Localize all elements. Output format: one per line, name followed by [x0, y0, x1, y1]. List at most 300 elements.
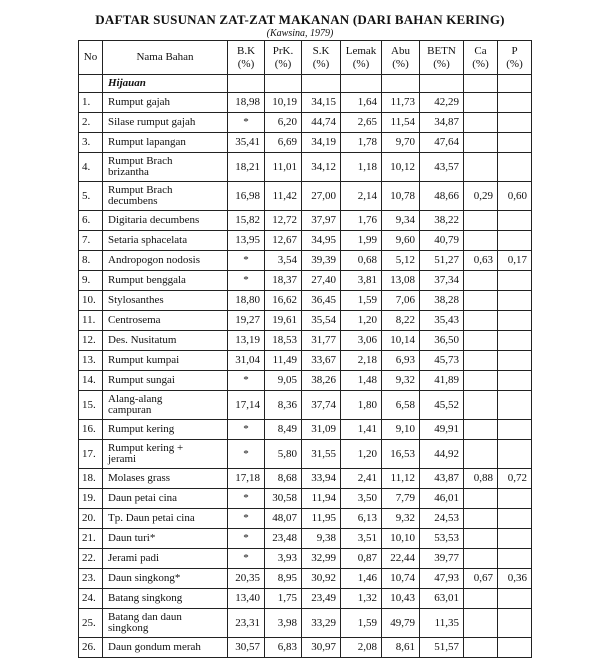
cell-bk: * [228, 371, 265, 391]
row-number: 17. [79, 440, 103, 469]
table-row [79, 638, 532, 658]
cell-prk: 18,53 [265, 331, 302, 351]
cell-prk: 30,58 [265, 489, 302, 509]
cell-lemak: 1,59 [341, 291, 382, 311]
cell-sk: 11,95 [302, 509, 341, 529]
header-sk: S.K (%) [302, 41, 341, 75]
table-row [79, 291, 532, 311]
cell-bk: 18,80 [228, 291, 265, 311]
header-betn: BETN (%) [420, 41, 464, 75]
cell-p [498, 311, 532, 331]
cell-prk: 8,68 [265, 469, 302, 489]
cell-abu: 10,74 [382, 569, 420, 589]
cell-sk: 33,29 [302, 609, 341, 638]
cell-bk: 18,21 [228, 153, 265, 182]
row-number: 16. [79, 420, 103, 440]
cell-lemak: 3,51 [341, 529, 382, 549]
cell-p [498, 609, 532, 638]
cell-bk: * [228, 549, 265, 569]
cell-sk: 34,19 [302, 133, 341, 153]
table-row [79, 271, 532, 291]
row-number: 4. [79, 153, 103, 182]
cell-bk: 13,19 [228, 331, 265, 351]
table-row [79, 529, 532, 549]
row-number: 14. [79, 371, 103, 391]
cell-lemak: 6,13 [341, 509, 382, 529]
cell-p [498, 420, 532, 440]
cell-ca [464, 420, 498, 440]
material-name: Centrosema [103, 311, 228, 331]
table-row [79, 469, 532, 489]
row-number: 7. [79, 231, 103, 251]
row-number: 12. [79, 331, 103, 351]
cell-prk: 11,01 [265, 153, 302, 182]
cell-lemak: 0,68 [341, 251, 382, 271]
cell-p [498, 113, 532, 133]
cell-ca [464, 93, 498, 113]
table-row [79, 440, 532, 469]
cell-lemak: 1,32 [341, 589, 382, 609]
cell-sk: 27,40 [302, 271, 341, 291]
cell-p [498, 549, 532, 569]
cell-bk: * [228, 489, 265, 509]
cell-p [498, 231, 532, 251]
cell-betn: 53,53 [420, 529, 464, 549]
cell-p [498, 529, 532, 549]
table-row [79, 231, 532, 251]
cell-bk: 35,41 [228, 133, 265, 153]
row-number: 9. [79, 271, 103, 291]
row-number: 10. [79, 291, 103, 311]
cell-p [498, 133, 532, 153]
table-row [79, 182, 532, 211]
cell-abu: 9,70 [382, 133, 420, 153]
cell-sk: 23,49 [302, 589, 341, 609]
cell-sk: 39,39 [302, 251, 341, 271]
cell-prk: 18,37 [265, 271, 302, 291]
cell-lemak: 1,99 [341, 231, 382, 251]
cell-p [498, 153, 532, 182]
cell-ca [464, 311, 498, 331]
cell-p [498, 489, 532, 509]
header-p: P (%) [498, 41, 532, 75]
cell-ca: 0,67 [464, 569, 498, 589]
cell-abu: 11,73 [382, 93, 420, 113]
row-number: 13. [79, 351, 103, 371]
table-row [79, 509, 532, 529]
header-lemak: Lemak (%) [341, 41, 382, 75]
group-row [79, 75, 532, 93]
cell-prk: 9,05 [265, 371, 302, 391]
cell-abu: 9,60 [382, 231, 420, 251]
cell-betn: 63,01 [420, 589, 464, 609]
cell-sk: 34,12 [302, 153, 341, 182]
cell-betn: 37,34 [420, 271, 464, 291]
table-row [79, 549, 532, 569]
cell-lemak: 2,08 [341, 638, 382, 658]
cell-bk: 16,98 [228, 182, 265, 211]
cell-ca [464, 231, 498, 251]
material-name: Rumput lapangan [103, 133, 228, 153]
material-name: Daun gondum merah [103, 638, 228, 658]
table-row [79, 211, 532, 231]
cell-sk: 35,54 [302, 311, 341, 331]
material-name: Andropogon nodosis [103, 251, 228, 271]
cell-sk: 44,74 [302, 113, 341, 133]
material-name: Batang dan daun singkong [103, 609, 228, 638]
cell-abu: 9,32 [382, 371, 420, 391]
cell-betn: 38,28 [420, 291, 464, 311]
header-prk: PrK. (%) [265, 41, 302, 75]
row-number: 3. [79, 133, 103, 153]
cell-bk: * [228, 440, 265, 469]
cell-abu: 7,06 [382, 291, 420, 311]
material-name: Rumput benggala [103, 271, 228, 291]
material-name: Daun singkong* [103, 569, 228, 589]
cell-ca [464, 351, 498, 371]
cell-p [498, 371, 532, 391]
material-name: Silase rumput gajah [103, 113, 228, 133]
cell-lemak: 1,59 [341, 609, 382, 638]
cell-bk: 31,04 [228, 351, 265, 371]
cell-sk: 33,94 [302, 469, 341, 489]
cell-ca: 0,63 [464, 251, 498, 271]
material-name: Rumput gajah [103, 93, 228, 113]
cell-prk: 6,69 [265, 133, 302, 153]
material-name: Des. Nusitatum [103, 331, 228, 351]
cell-bk: 15,82 [228, 211, 265, 231]
cell-ca [464, 638, 498, 658]
cell-sk: 11,94 [302, 489, 341, 509]
material-name: Digitaria decumbens [103, 211, 228, 231]
cell-bk: 17,14 [228, 391, 265, 420]
cell-p [498, 211, 532, 231]
cell-bk: * [228, 509, 265, 529]
cell-abu: 9,34 [382, 211, 420, 231]
cell-betn: 34,87 [420, 113, 464, 133]
cell-ca [464, 509, 498, 529]
row-number: 18. [79, 469, 103, 489]
nutrient-table [78, 40, 532, 658]
cell-p: 0,60 [498, 182, 532, 211]
cell-lemak: 2,18 [341, 351, 382, 371]
material-name: Rumput kumpai [103, 351, 228, 371]
cell-sk: 31,55 [302, 440, 341, 469]
table-row [79, 93, 532, 113]
table-row [79, 331, 532, 351]
table-row [79, 589, 532, 609]
cell-abu: 22,44 [382, 549, 420, 569]
cell-abu: 13,08 [382, 271, 420, 291]
cell-p [498, 509, 532, 529]
cell-betn: 36,50 [420, 331, 464, 351]
cell-lemak: 2,41 [341, 469, 382, 489]
material-name: Tp. Daun petai cina [103, 509, 228, 529]
table-row [79, 133, 532, 153]
cell-sk: 38,26 [302, 371, 341, 391]
cell-prk: 5,80 [265, 440, 302, 469]
cell-abu: 9,32 [382, 509, 420, 529]
cell-ca: 0,29 [464, 182, 498, 211]
row-number: 8. [79, 251, 103, 271]
cell-p: 0,17 [498, 251, 532, 271]
cell-sk: 33,67 [302, 351, 341, 371]
cell-ca [464, 153, 498, 182]
cell-ca [464, 440, 498, 469]
cell-betn: 40,79 [420, 231, 464, 251]
cell-abu: 8,22 [382, 311, 420, 331]
cell-abu: 10,78 [382, 182, 420, 211]
cell-prk: 6,83 [265, 638, 302, 658]
cell-sk: 32,99 [302, 549, 341, 569]
row-number: 21. [79, 529, 103, 549]
cell-lemak: 1,18 [341, 153, 382, 182]
cell-sk: 30,92 [302, 569, 341, 589]
cell-lemak: 1,78 [341, 133, 382, 153]
cell-prk: 8,95 [265, 569, 302, 589]
cell-prk: 12,72 [265, 211, 302, 231]
cell-abu: 11,54 [382, 113, 420, 133]
header-abu: Abu (%) [382, 41, 420, 75]
cell-p [498, 391, 532, 420]
material-name: Alang-alang campuran [103, 391, 228, 420]
cell-ca [464, 291, 498, 311]
cell-abu: 10,12 [382, 153, 420, 182]
row-number: 22. [79, 549, 103, 569]
row-number: 5. [79, 182, 103, 211]
header-row [79, 41, 532, 75]
group-label: Hijauan [103, 75, 228, 93]
cell-ca [464, 489, 498, 509]
cell-prk: 3,98 [265, 609, 302, 638]
table-row [79, 311, 532, 331]
cell-prk: 23,48 [265, 529, 302, 549]
cell-p [498, 440, 532, 469]
cell-p [498, 589, 532, 609]
table-row [79, 113, 532, 133]
cell-abu: 16,53 [382, 440, 420, 469]
cell-prk: 10,19 [265, 93, 302, 113]
cell-prk: 3,54 [265, 251, 302, 271]
material-name: Setaria sphacelata [103, 231, 228, 251]
table-row [79, 251, 532, 271]
material-name: Rumput Brach decumbens [103, 182, 228, 211]
material-name: Rumput kering + jerami [103, 440, 228, 469]
cell-ca [464, 529, 498, 549]
cell-betn: 24,53 [420, 509, 464, 529]
cell-sk: 31,09 [302, 420, 341, 440]
cell-betn: 46,01 [420, 489, 464, 509]
row-number: 15. [79, 391, 103, 420]
material-name: Stylosanthes [103, 291, 228, 311]
row-number: 1. [79, 93, 103, 113]
row-number: 25. [79, 609, 103, 638]
cell-betn: 45,52 [420, 391, 464, 420]
material-name: Rumput Brach brizantha [103, 153, 228, 182]
material-name: Daun turi* [103, 529, 228, 549]
cell-lemak: 1,64 [341, 93, 382, 113]
cell-bk: * [228, 271, 265, 291]
table-row [79, 569, 532, 589]
cell-abu: 11,12 [382, 469, 420, 489]
cell-sk: 27,00 [302, 182, 341, 211]
header-ca: Ca (%) [464, 41, 498, 75]
cell-prk: 6,20 [265, 113, 302, 133]
cell-p [498, 291, 532, 311]
table-row [79, 153, 532, 182]
row-number: 26. [79, 638, 103, 658]
cell-ca: 0,88 [464, 469, 498, 489]
cell-bk: 17,18 [228, 469, 265, 489]
cell-bk: 19,27 [228, 311, 265, 331]
cell-prk: 12,67 [265, 231, 302, 251]
cell-ca [464, 211, 498, 231]
cell-betn: 43,87 [420, 469, 464, 489]
cell-prk: 11,49 [265, 351, 302, 371]
cell-ca [464, 391, 498, 420]
cell-abu: 10,43 [382, 589, 420, 609]
cell-p [498, 271, 532, 291]
cell-p: 0,72 [498, 469, 532, 489]
cell-bk: 23,31 [228, 609, 265, 638]
cell-ca [464, 371, 498, 391]
cell-sk: 37,74 [302, 391, 341, 420]
table-row [79, 609, 532, 638]
row-number: 23. [79, 569, 103, 589]
cell-lemak: 1,76 [341, 211, 382, 231]
cell-abu: 6,93 [382, 351, 420, 371]
cell-abu: 10,14 [382, 331, 420, 351]
cell-betn: 45,73 [420, 351, 464, 371]
cell-prk: 8,49 [265, 420, 302, 440]
row-number: 24. [79, 589, 103, 609]
cell-ca [464, 133, 498, 153]
material-name: Rumput sungai [103, 371, 228, 391]
cell-bk: * [228, 251, 265, 271]
cell-lemak: 1,20 [341, 311, 382, 331]
cell-p [498, 93, 532, 113]
cell-p [498, 331, 532, 351]
cell-prk: 11,42 [265, 182, 302, 211]
cell-sk: 34,95 [302, 231, 341, 251]
cell-sk: 9,38 [302, 529, 341, 549]
cell-lemak: 1,20 [341, 440, 382, 469]
cell-abu: 9,10 [382, 420, 420, 440]
cell-betn: 35,43 [420, 311, 464, 331]
material-name: Batang singkong [103, 589, 228, 609]
document-subtitle: (Kawsina, 1979) [266, 28, 334, 39]
cell-betn: 38,22 [420, 211, 464, 231]
cell-p: 0,36 [498, 569, 532, 589]
cell-bk: 18,98 [228, 93, 265, 113]
cell-betn: 43,57 [420, 153, 464, 182]
cell-prk: 48,07 [265, 509, 302, 529]
cell-ca [464, 549, 498, 569]
cell-lemak: 0,87 [341, 549, 382, 569]
cell-abu: 49,79 [382, 609, 420, 638]
cell-sk: 36,45 [302, 291, 341, 311]
cell-lemak: 3,06 [341, 331, 382, 351]
cell-bk: * [228, 529, 265, 549]
cell-betn: 11,35 [420, 609, 464, 638]
table-row [79, 489, 532, 509]
cell-ca [464, 271, 498, 291]
cell-sk: 31,77 [302, 331, 341, 351]
cell-abu: 10,10 [382, 529, 420, 549]
cell-betn: 44,92 [420, 440, 464, 469]
cell-lemak: 1,41 [341, 420, 382, 440]
cell-lemak: 2,65 [341, 113, 382, 133]
cell-prk: 3,93 [265, 549, 302, 569]
cell-lemak: 1,80 [341, 391, 382, 420]
header-no: No [79, 41, 103, 75]
table-row [79, 371, 532, 391]
cell-betn: 39,77 [420, 549, 464, 569]
cell-bk: 13,95 [228, 231, 265, 251]
cell-lemak: 3,50 [341, 489, 382, 509]
table-row [79, 351, 532, 371]
cell-betn: 41,89 [420, 371, 464, 391]
cell-abu: 6,58 [382, 391, 420, 420]
material-name: Jerami padi [103, 549, 228, 569]
header-bk: B.K (%) [228, 41, 265, 75]
cell-betn: 51,57 [420, 638, 464, 658]
cell-bk: 20,35 [228, 569, 265, 589]
cell-betn: 48,66 [420, 182, 464, 211]
cell-abu: 7,79 [382, 489, 420, 509]
cell-abu: 5,12 [382, 251, 420, 271]
row-number: 19. [79, 489, 103, 509]
cell-betn: 47,93 [420, 569, 464, 589]
cell-sk: 30,97 [302, 638, 341, 658]
cell-bk: * [228, 113, 265, 133]
table-body [79, 75, 532, 658]
cell-ca [464, 609, 498, 638]
cell-ca [464, 331, 498, 351]
cell-betn: 42,29 [420, 93, 464, 113]
cell-sk: 37,97 [302, 211, 341, 231]
cell-bk: 30,57 [228, 638, 265, 658]
cell-prk: 1,75 [265, 589, 302, 609]
cell-lemak: 2,14 [341, 182, 382, 211]
cell-betn: 51,27 [420, 251, 464, 271]
row-number: 2. [79, 113, 103, 133]
cell-prk: 19,61 [265, 311, 302, 331]
document-title: DAFTAR SUSUNAN ZAT-ZAT MAKANAN (DARI BAHAN KERING) [95, 12, 505, 27]
cell-lemak: 1,46 [341, 569, 382, 589]
cell-bk: 13,40 [228, 589, 265, 609]
cell-ca [464, 113, 498, 133]
row-number: 11. [79, 311, 103, 331]
cell-p [498, 351, 532, 371]
cell-lemak: 1,48 [341, 371, 382, 391]
table-row [79, 420, 532, 440]
cell-abu: 8,61 [382, 638, 420, 658]
cell-ca [464, 589, 498, 609]
row-number: 20. [79, 509, 103, 529]
cell-lemak: 3,81 [341, 271, 382, 291]
cell-betn: 47,64 [420, 133, 464, 153]
cell-prk: 8,36 [265, 391, 302, 420]
material-name: Rumput kering [103, 420, 228, 440]
row-number: 6. [79, 211, 103, 231]
cell-bk: * [228, 420, 265, 440]
cell-p [498, 638, 532, 658]
header-name: Nama Bahan [103, 41, 228, 75]
material-name: Molases grass [103, 469, 228, 489]
cell-sk: 34,15 [302, 93, 341, 113]
material-name: Daun petai cina [103, 489, 228, 509]
